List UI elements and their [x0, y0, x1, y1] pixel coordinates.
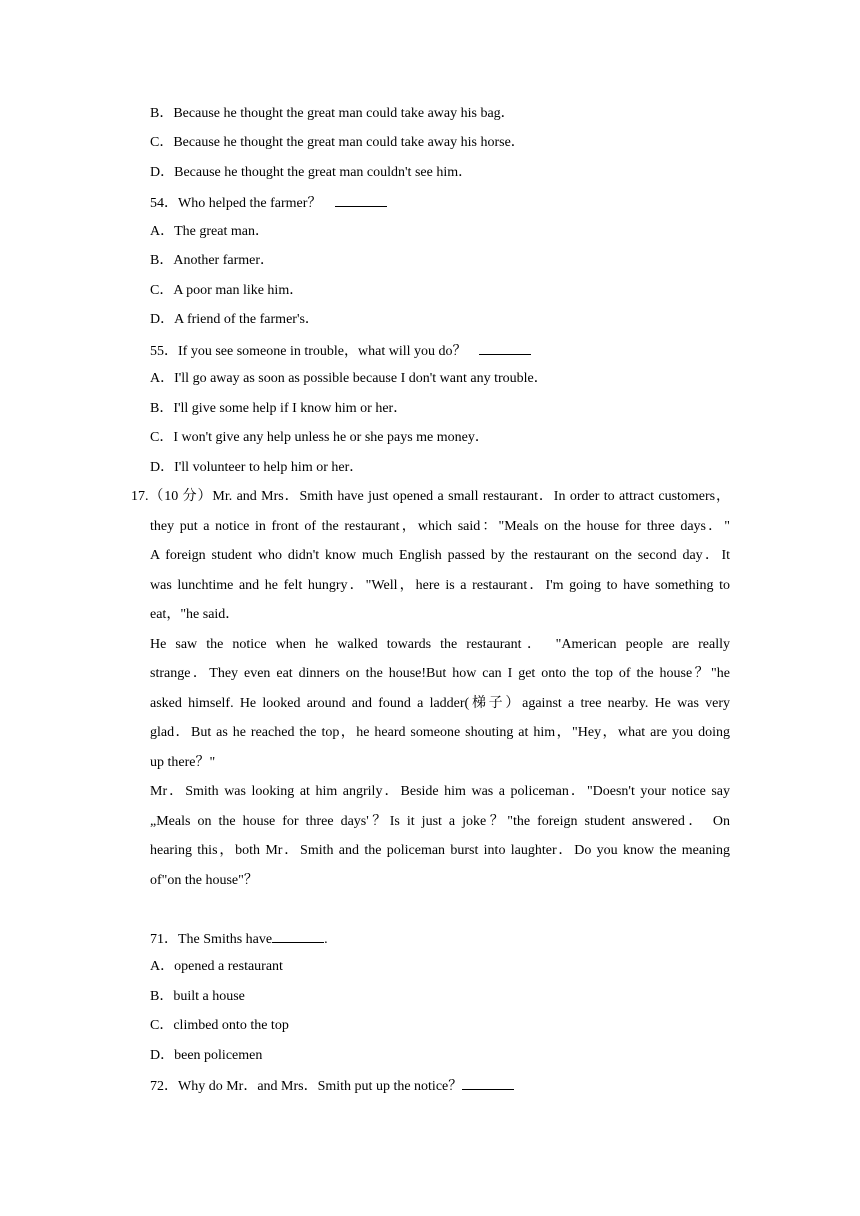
q54-option-c: C．A poor man like him． [150, 283, 304, 298]
passage-line-3: A foreign student who didn't know much English passed by the restaurant on the second day．It [150, 548, 730, 563]
passage-line-11: Mr．Smith was looking at him angrily．Beside him was a policeman．"Doesn't your notice say [150, 784, 730, 799]
passage-line-13: hearing this，both Mr．Smith and the policeman burst into laughter．Do you know the meaning [150, 843, 730, 858]
passage-line-12: „Meals on the house for three days'？Is it just a joke？"the foreign student answered． On [150, 814, 730, 829]
passage-line-7: strange．They even eat dinners on the house!But how can I get onto the top of the house？"he [150, 666, 730, 681]
q54-stem [150, 193, 387, 213]
q53-option-d: D．Because he thought the great man couldn't see him． [150, 165, 473, 180]
q71-stem [150, 929, 328, 949]
q55-option-b: B．I'll give some help if I know him or her． [150, 401, 408, 416]
q55-option-c: C．I won't give any help unless he or she pays me money． [150, 430, 489, 445]
q55-answer-blank [479, 341, 531, 355]
passage-line-5: eat，"he said． [150, 607, 240, 622]
passage-line-14: of"on the house"？ [150, 873, 258, 888]
q55-option-d: D．I'll volunteer to help him or her． [150, 460, 364, 475]
q55-stem-text: 55．If you see someone in trouble，what will you do？ [150, 344, 467, 359]
q71-answer-blank [272, 929, 324, 943]
q72-answer-blank [462, 1076, 514, 1090]
q55-option-a: A．I'll go away as soon as possible because I don't want any trouble． [150, 371, 548, 386]
passage-line-4: was lunchtime and he felt hungry．"Well，here is a restaurant．I'm going to have something to [150, 578, 730, 593]
q71-option-b: B．built a house [150, 989, 245, 1004]
passage-line-8: asked himself. He looked around and found a ladder(梯子）against a tree nearby. He was very [150, 696, 730, 711]
passage-line-1: 17.（10 分）Mr. and Mrs．Smith have just opened a small restaurant．In order to attract customers， [131, 489, 730, 504]
passage-line-2: they put a notice in front of the restaurant，which said："Meals on the house for three days．" [150, 519, 730, 534]
q53-option-b: B．Because he thought the great man could take away his bag． [150, 106, 515, 121]
q54-answer-blank [335, 193, 387, 207]
passage-line-9: glad．But as he reached the top，he heard someone shouting at him，"Hey，what are you doing [150, 725, 730, 740]
q71-option-d: D．been policemen [150, 1048, 263, 1063]
q55-stem [150, 341, 531, 361]
passage-line-6: He saw the notice when he walked towards the restaurant． "American people are really [150, 637, 730, 652]
q53-option-c: C．Because he thought the great man could take away his horse． [150, 135, 525, 150]
q54-stem-text: 54．Who helped the farmer？ [150, 196, 322, 211]
q54-option-d: D．A friend of the farmer's． [150, 312, 319, 327]
q71-option-a: A．opened a restaurant [150, 959, 283, 974]
q72-stem-text: 72．Why do Mr．and Mrs．Smith put up the notice？ [150, 1079, 463, 1094]
passage-line-10: up there？" [150, 755, 216, 770]
q54-option-b: B．Another farmer． [150, 253, 275, 268]
q71-stem-text: 71．The Smiths have [150, 932, 273, 947]
q71-stem-end: . [324, 932, 328, 947]
q72-stem [150, 1076, 514, 1096]
q71-option-c: C．climbed onto the top [150, 1018, 289, 1033]
q54-option-a: A．The great man． [150, 224, 269, 239]
